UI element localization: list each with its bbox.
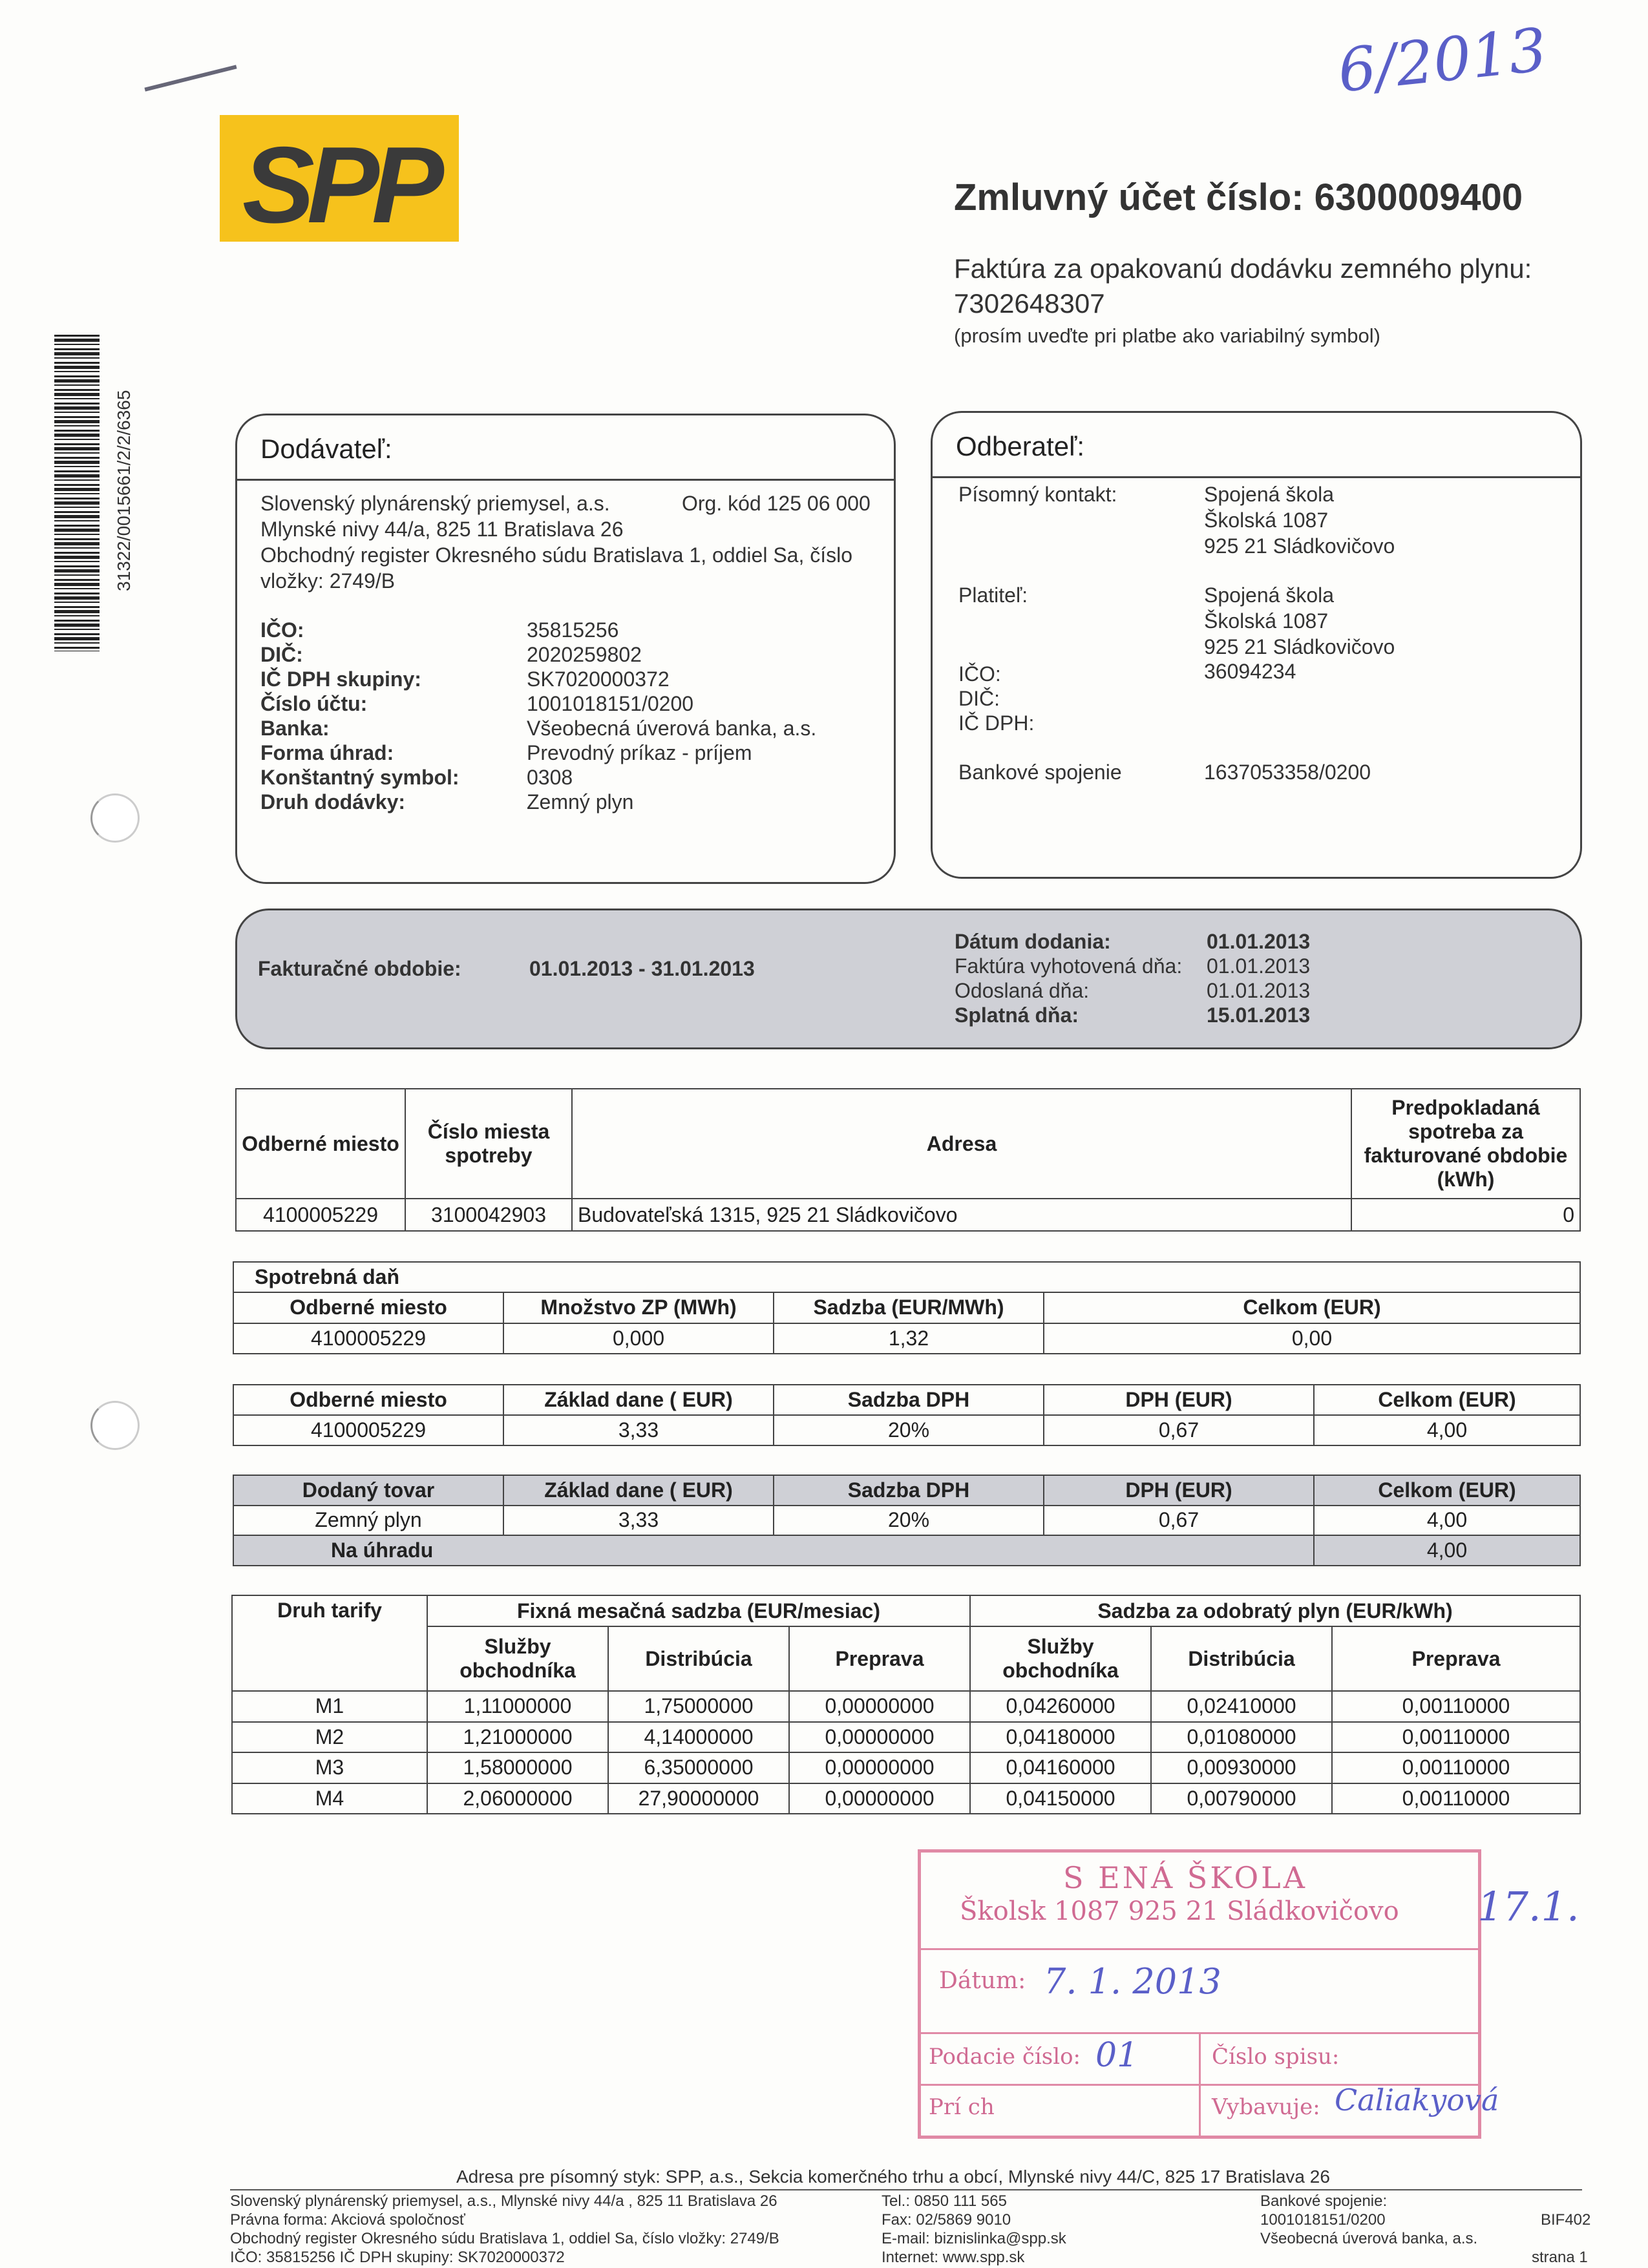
col-header: Množstvo ZP (MWh) <box>503 1292 774 1323</box>
sub-header: Služby obchodníka <box>427 1626 608 1691</box>
table-row <box>232 1722 1580 1753</box>
registry-stamp <box>918 1849 1499 2139</box>
table-cell: 0,04160000 <box>970 1752 1151 1783</box>
footer-divider <box>230 2189 1582 2190</box>
pencil-mark <box>144 65 237 91</box>
customer-heading: Odberateľ: <box>933 413 1580 478</box>
sub-header: Distribúcia <box>608 1626 789 1691</box>
due-date-value: 15.01.2013 <box>1207 1003 1311 1027</box>
col-header: Odberné miesto <box>233 1292 503 1323</box>
table-row <box>232 1783 1580 1814</box>
payer-line: 925 21 Sládkovičovo <box>1204 635 1395 658</box>
supplier-heading: Dodávateľ: <box>237 415 894 481</box>
table-cell: 6,35000000 <box>608 1752 789 1783</box>
billing-period-box <box>235 908 1582 1049</box>
col-header: DPH (EUR) <box>1044 1385 1314 1415</box>
supplier-address: Mlynské nivy 44/a, 825 11 Bratislava 26 <box>260 518 624 541</box>
table-cell: 4100005229 <box>233 1415 503 1445</box>
table-cell: 20% <box>774 1506 1044 1536</box>
payer-line: Spojená škola <box>1204 583 1335 607</box>
col-header: Celkom (EUR) <box>1044 1292 1580 1323</box>
table-cell: 4,00 <box>1314 1415 1580 1445</box>
supplier-field-value: 0308 <box>527 766 573 789</box>
table-row <box>232 1691 1580 1722</box>
table-cell: 0,00110000 <box>1332 1752 1580 1783</box>
supplier-register-line1: Obchodný register Okresného súdu Bratislava 1, oddiel Sa, číslo <box>260 543 853 567</box>
col-header: Sadzba DPH <box>774 1385 1044 1415</box>
table-cell: M4 <box>232 1783 427 1814</box>
table-row <box>233 1506 1580 1536</box>
supplier-field-label: IČ DPH skupiny: <box>260 667 421 691</box>
footer-company-line: Slovenský plynárenský priemysel, a.s., Mlynské nivy 44/a , 825 11 Bratislava 26 <box>230 2192 777 2210</box>
table-cell: 0 <box>1351 1199 1580 1231</box>
col-header: Adresa <box>572 1089 1351 1199</box>
table-cell: 0,04260000 <box>970 1691 1151 1722</box>
dic-label: DIČ: <box>958 687 1000 710</box>
payer-ico-value: 36094234 <box>1204 660 1296 683</box>
supplier-field-label: Forma úhrad: <box>260 741 394 764</box>
customer-box <box>931 411 1582 879</box>
contact-label: Písomný kontakt: <box>958 483 1117 506</box>
table-cell: 3,33 <box>503 1415 774 1445</box>
table-cell: 0,00000000 <box>789 1722 970 1753</box>
invoice-number: 7302648307 <box>954 288 1105 319</box>
footer-bank-line: Všeobecná úverová banka, a.s. <box>1260 2230 1478 2247</box>
table-cell: 1,11000000 <box>427 1691 608 1722</box>
col-header: Sadzba (EUR/MWh) <box>774 1292 1044 1323</box>
supplier-field-value: 35815256 <box>527 618 619 642</box>
consumption-place-table <box>235 1088 1581 1232</box>
table-cell: 1,75000000 <box>608 1691 789 1722</box>
barcode <box>54 335 100 651</box>
table-row <box>236 1199 1580 1231</box>
table-cell: 0,01080000 <box>1151 1722 1332 1753</box>
stamp-school-address: Školsk 1087 925 21 Sládkovičovo <box>960 1896 1399 1926</box>
table-cell: 0,02410000 <box>1151 1691 1332 1722</box>
supplier-field-value: 2020259802 <box>527 643 642 666</box>
supplier-field-value: Prevodný príkaz - príjem <box>527 741 752 764</box>
table-cell: 1,21000000 <box>427 1722 608 1753</box>
supplier-field-value: SK7020000372 <box>527 667 670 691</box>
col-header: Predpokladaná spotreba za fakturované obdobie (kWh) <box>1351 1089 1580 1199</box>
table-row <box>232 1752 1580 1783</box>
sub-header: Služby obchodníka <box>970 1626 1151 1691</box>
contact-line: 925 21 Sládkovičovo <box>1204 534 1395 558</box>
gas-rate-header: Sadzba za odobratý plyn (EUR/kWh) <box>970 1595 1580 1626</box>
sub-header: Preprava <box>1332 1626 1580 1691</box>
footer-bank-line: 1001018151/0200 <box>1260 2211 1386 2229</box>
table-cell: 4100005229 <box>236 1199 405 1231</box>
vat-table <box>233 1384 1581 1446</box>
table-row <box>233 1415 1580 1445</box>
delivered-goods-table <box>233 1475 1581 1566</box>
supplier-field-label: Číslo účtu: <box>260 692 368 715</box>
delivery-date-label: Dátum dodania: <box>955 930 1111 953</box>
excise-caption: Spotrebná daň <box>233 1262 1580 1292</box>
table-cell: 0,67 <box>1044 1506 1314 1536</box>
sent-date-value: 01.01.2013 <box>1207 979 1311 1002</box>
footer-company-line: Obchodný register Okresného súdu Bratislava 1, oddiel Sa, číslo vložky: 2749/B <box>230 2230 779 2247</box>
table-cell: Zemný plyn <box>233 1506 503 1536</box>
supplier-field-label: Druh dodávky: <box>260 790 406 814</box>
fixed-rate-header: Fixná mesačná sadzba (EUR/mesiac) <box>427 1595 970 1626</box>
issued-date-value: 01.01.2013 <box>1207 954 1311 978</box>
table-cell: 0,00000000 <box>789 1752 970 1783</box>
billing-period-value: 01.01.2013 - 31.01.2013 <box>529 957 755 980</box>
table-cell: Budovateľská 1315, 925 21 Sládkovičovo <box>572 1199 1351 1231</box>
table-cell: 3,33 <box>503 1506 774 1536</box>
ico-label: IČO: <box>958 662 1001 686</box>
col-header: Sadzba DPH <box>774 1475 1044 1506</box>
stamp-handled-by-label: Vybavuje: <box>1212 2094 1320 2120</box>
stamp-school-name: S ENÁ ŠKOLA <box>1063 1860 1307 1895</box>
table-cell: 4,00 <box>1314 1506 1580 1536</box>
sub-header: Distribúcia <box>1151 1626 1332 1691</box>
punch-hole-lower <box>90 1401 140 1450</box>
table-cell: M3 <box>232 1752 427 1783</box>
barcode-number: 31322/0015661/2/2/6365 <box>114 390 134 591</box>
invoice-description: Faktúra za opakovanú dodávku zemného plynu: <box>954 253 1532 284</box>
table-cell: 1,58000000 <box>427 1752 608 1783</box>
table-cell: 0,00110000 <box>1332 1722 1580 1753</box>
table-cell: M2 <box>232 1722 427 1753</box>
table-cell: 0,00000000 <box>789 1691 970 1722</box>
table-cell: 0,04150000 <box>970 1783 1151 1814</box>
supplier-box <box>235 414 896 884</box>
stamp-filing-number-label: Podacie číslo: <box>929 2044 1081 2070</box>
excise-tax-table <box>233 1261 1581 1354</box>
footer-contact-line: Fax: 02/5869 9010 <box>882 2211 1011 2229</box>
supplier-field-value: 1001018151/0200 <box>527 692 694 715</box>
footer-correspondence-address: Adresa pre písomný styk: SPP, a.s., Sekcia komerčného trhu a obcí, Mlynské nivy 44/C, 825 17 Bratislava 26 <box>456 2167 1330 2187</box>
contact-line: Spojená škola <box>1204 483 1335 506</box>
stamp-divider <box>921 1948 1478 1950</box>
bank-value: 1637053358/0200 <box>1204 761 1371 784</box>
stamp-date-handwritten: 7. 1. 2013 <box>1044 1961 1221 2002</box>
supplier-name: Slovenský plynárenský priemysel, a.s. <box>260 492 610 515</box>
stamp-handled-by-handwritten: Caliakyová <box>1335 2083 1499 2117</box>
col-header: Odberné miesto <box>236 1089 405 1199</box>
handwritten-side-note: 17.1. <box>1477 1883 1579 1930</box>
footer-bank-line: Bankové spojenie: <box>1260 2192 1388 2210</box>
supplier-org-code: Org. kód 125 06 000 <box>682 492 871 515</box>
sub-header: Preprava <box>789 1626 970 1691</box>
issued-date-label: Faktúra vyhotovená dňa: <box>955 954 1183 978</box>
stamp-file-number-label: Číslo spisu: <box>1212 2044 1340 2070</box>
table-cell: 0,00930000 <box>1151 1752 1332 1783</box>
col-header: Číslo miesta spotreby <box>405 1089 572 1199</box>
col-header: Základ dane ( EUR) <box>503 1475 774 1506</box>
col-header: Celkom (EUR) <box>1314 1385 1580 1415</box>
stamp-date-label: Dátum: <box>939 1968 1026 1994</box>
supplier-register-line2: vložky: 2749/B <box>260 569 396 593</box>
invoice-variable-symbol-note: (prosím uveďte pri platbe ako variabilný symbol) <box>954 324 1380 347</box>
tariff-table <box>231 1595 1581 1814</box>
contract-account-title: Zmluvný účet číslo: 6300009400 <box>954 176 1523 218</box>
table-row <box>233 1323 1580 1354</box>
footer-company-line: IČO: 35815256 IČ DPH skupiny: SK7020000372 <box>230 2249 565 2266</box>
supplier-field-label: Konštantný symbol: <box>260 766 460 789</box>
table-cell: 0,000 <box>503 1323 774 1354</box>
delivery-date-value: 01.01.2013 <box>1207 930 1311 953</box>
footer-company-line: Právna forma: Akciová spoločnosť <box>230 2211 465 2229</box>
supplier-field-label: DIČ: <box>260 643 303 666</box>
table-cell: 1,32 <box>774 1323 1044 1354</box>
total-label: Na úhradu <box>233 1535 1314 1566</box>
table-cell: M1 <box>232 1691 427 1722</box>
billing-period-label: Fakturačné obdobie: <box>258 957 461 980</box>
supplier-field-value: Všeobecná úverová banka, a.s. <box>527 717 817 740</box>
table-cell: 0,00790000 <box>1151 1783 1332 1814</box>
table-cell: 0,00000000 <box>789 1783 970 1814</box>
bank-label: Bankové spojenie <box>958 761 1122 784</box>
col-header: Celkom (EUR) <box>1314 1475 1580 1506</box>
footer-form-code: BIF402 <box>1541 2211 1591 2229</box>
footer-contact-line: Tel.: 0850 111 565 <box>882 2192 1007 2210</box>
col-header: Odberné miesto <box>233 1385 503 1415</box>
stamp-received-label: Prí ch <box>929 2094 995 2120</box>
supplier-field-label: IČO: <box>260 618 304 642</box>
table-cell: 4,14000000 <box>608 1722 789 1753</box>
contact-line: Školská 1087 <box>1204 509 1329 532</box>
sent-date-label: Odoslaná dňa: <box>955 979 1090 1002</box>
col-header: DPH (EUR) <box>1044 1475 1314 1506</box>
table-cell: 0,00 <box>1044 1323 1580 1354</box>
total-value: 4,00 <box>1314 1535 1580 1566</box>
punch-hole-upper <box>90 793 140 843</box>
col-header: Základ dane ( EUR) <box>503 1385 774 1415</box>
table-cell: 20% <box>774 1415 1044 1445</box>
table-cell: 27,90000000 <box>608 1783 789 1814</box>
payer-label: Platiteľ: <box>958 583 1028 607</box>
tariff-type-header: Druh tarify <box>232 1595 427 1691</box>
spp-logo: SPP <box>220 115 459 242</box>
footer-contact-line: E-mail: biznislinka@spp.sk <box>882 2230 1066 2247</box>
table-cell: 4100005229 <box>233 1323 503 1354</box>
due-date-label: Splatná dňa: <box>955 1003 1079 1027</box>
table-cell: 3100042903 <box>405 1199 572 1231</box>
table-cell: 0,04180000 <box>970 1722 1151 1753</box>
footer-page-number: strana 1 <box>1532 2249 1588 2266</box>
total-row <box>233 1535 1580 1566</box>
table-cell: 0,00110000 <box>1332 1691 1580 1722</box>
footer-contact-line: Internet: www.spp.sk <box>882 2249 1025 2266</box>
table-cell: 0,00110000 <box>1332 1783 1580 1814</box>
payer-line: Školská 1087 <box>1204 609 1329 633</box>
icdph-label: IČ DPH: <box>958 711 1035 735</box>
col-header: Dodaný tovar <box>233 1475 503 1506</box>
supplier-field-value: Zemný plyn <box>527 790 634 814</box>
handwritten-month-note: 6/2013 <box>1335 15 1550 106</box>
supplier-field-label: Banka: <box>260 717 330 740</box>
table-cell: 2,06000000 <box>427 1783 608 1814</box>
table-cell: 0,67 <box>1044 1415 1314 1445</box>
stamp-filing-number-handwritten: 01 <box>1095 2036 1139 2075</box>
